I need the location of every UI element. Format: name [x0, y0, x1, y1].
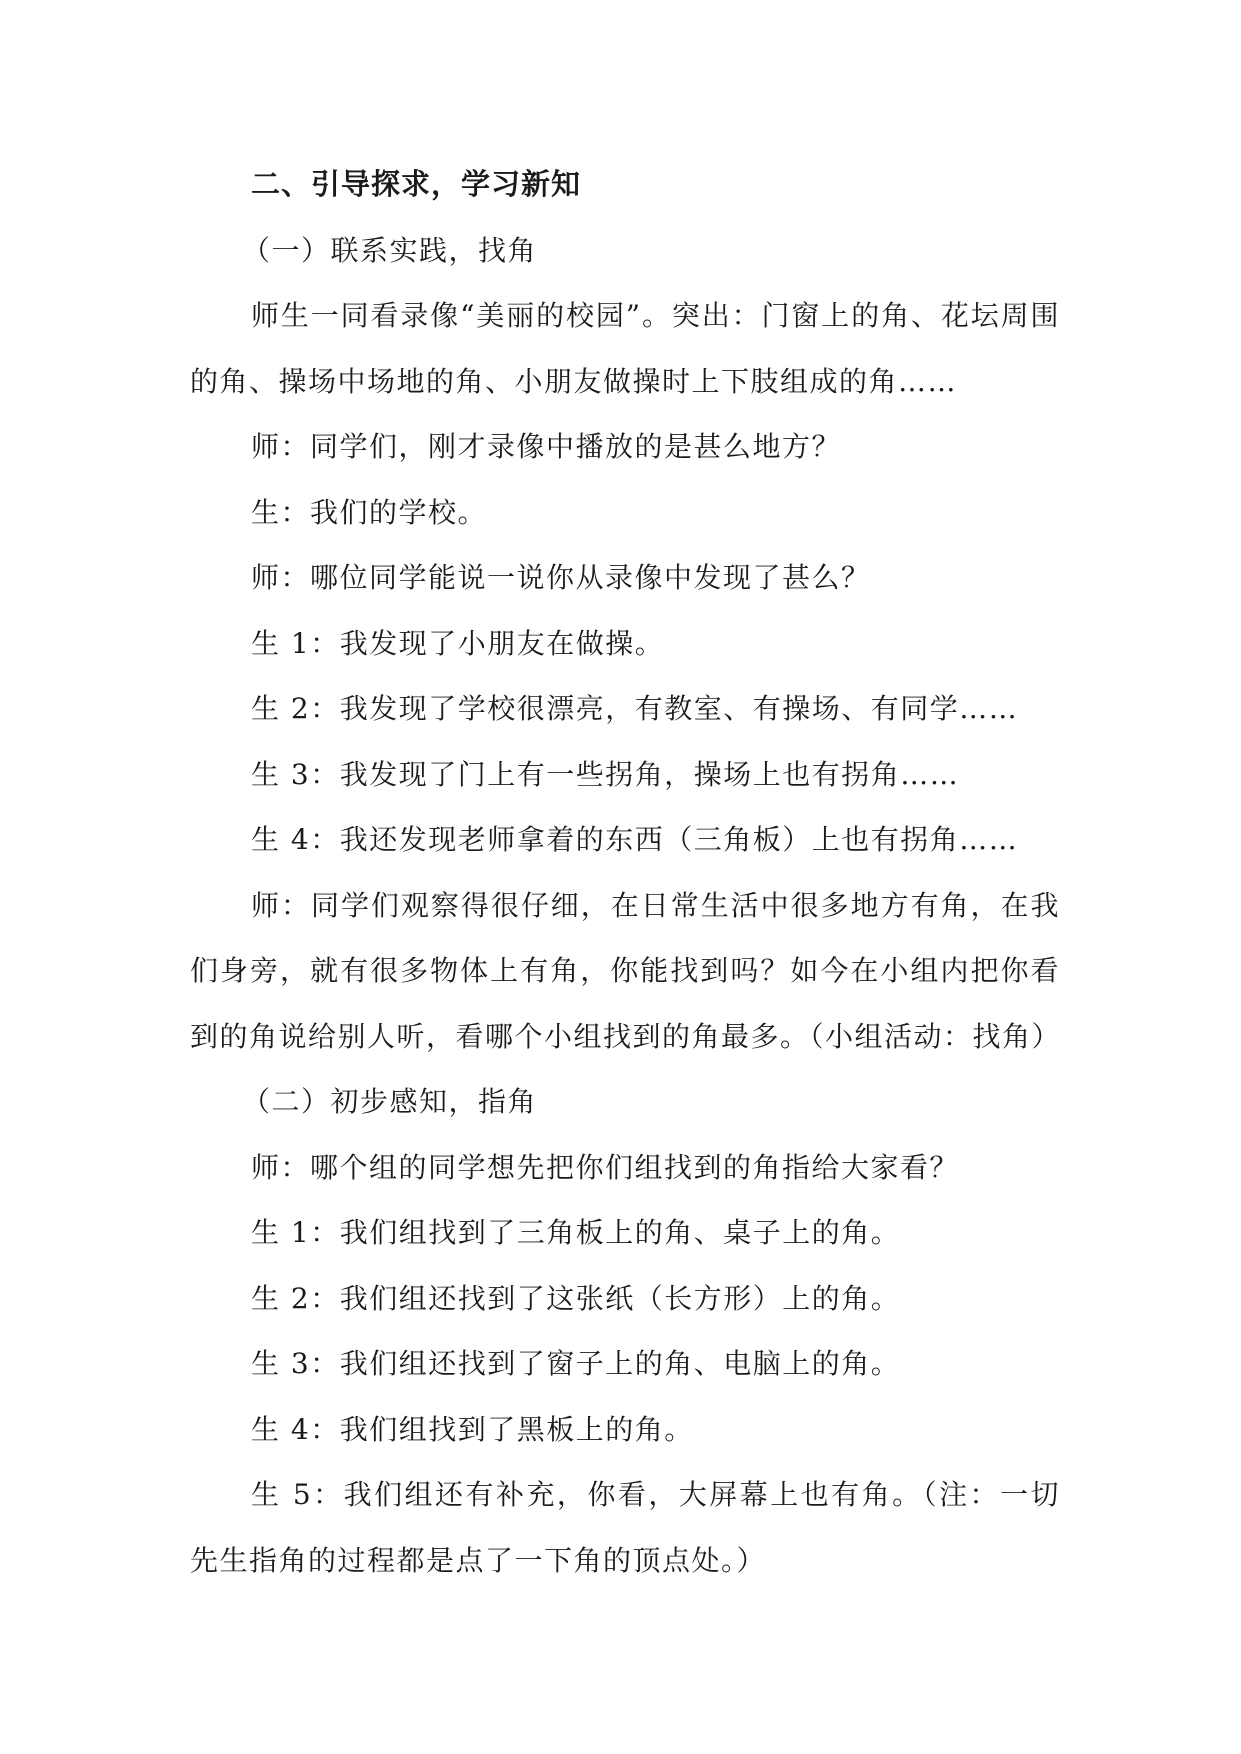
section-heading: 二、引导探求，学习新知: [251, 167, 582, 201]
closing-paragraph-1: 师：同学们观察得很仔细，在日常生活中很多地方有角，在我们身旁，就有很多物体上有角，你能找到吗？如今在小组内把你看到的角说给别人听，看哪个小组找到的角最多。（小组活动：找角）: [190, 888, 1062, 1053]
dialog-line: 师：哪位同学能说一说你从录像中发现了甚么？: [251, 561, 871, 594]
intro-paragraph: 师生一同看录像“美丽的校园”。突出：门窗上的角、花坛周围的角、操场中场地的角、小朋友做操时上下肢组成的角……: [190, 299, 1060, 398]
dialog-line: 生 2：我发现了学校很漂亮，有教室、有操场、有同学……: [251, 692, 1019, 725]
dialog-line: 生：我们的学校。: [251, 495, 488, 529]
dialog-line: 生 1：我发现了小朋友在做操。: [251, 626, 665, 660]
dialog-line: 生 2：我们组还找到了这张纸（长方形）上的角。: [251, 1281, 901, 1315]
subsection-title-1: （一）联系实践，找角: [242, 233, 538, 267]
dialog-line: 生 4：我们组找到了黑板上的角。: [251, 1412, 694, 1446]
document-body: [190, 152, 1060, 1593]
dialog-line: 生 1：我们组找到了三角板上的角、桌子上的角。: [251, 1216, 901, 1249]
subsection-title-2: （二）初步感知，指角: [242, 1085, 538, 1118]
dialog-line: 师：同学们，刚才录像中播放的是甚么地方？: [251, 430, 842, 463]
dialog-line: 师：哪个组的同学想先把你们组找到的角指给大家看？: [251, 1150, 960, 1184]
dialog-line: 生 3：我们组还找到了窗子上的角、电脑上的角。: [251, 1347, 901, 1380]
dialog-line: 生 4：我还发现老师拿着的东西（三角板）上也有拐角……: [251, 823, 1019, 856]
closing-paragraph-2: 生 5：我们组还有补充，你看，大屏幕上也有角。（注：一切先生指角的过程都是点了一下角的顶点处。）: [190, 1478, 1060, 1577]
dialog-line: 生 3：我发现了门上有一些拐角，操场上也有拐角……: [251, 757, 960, 791]
